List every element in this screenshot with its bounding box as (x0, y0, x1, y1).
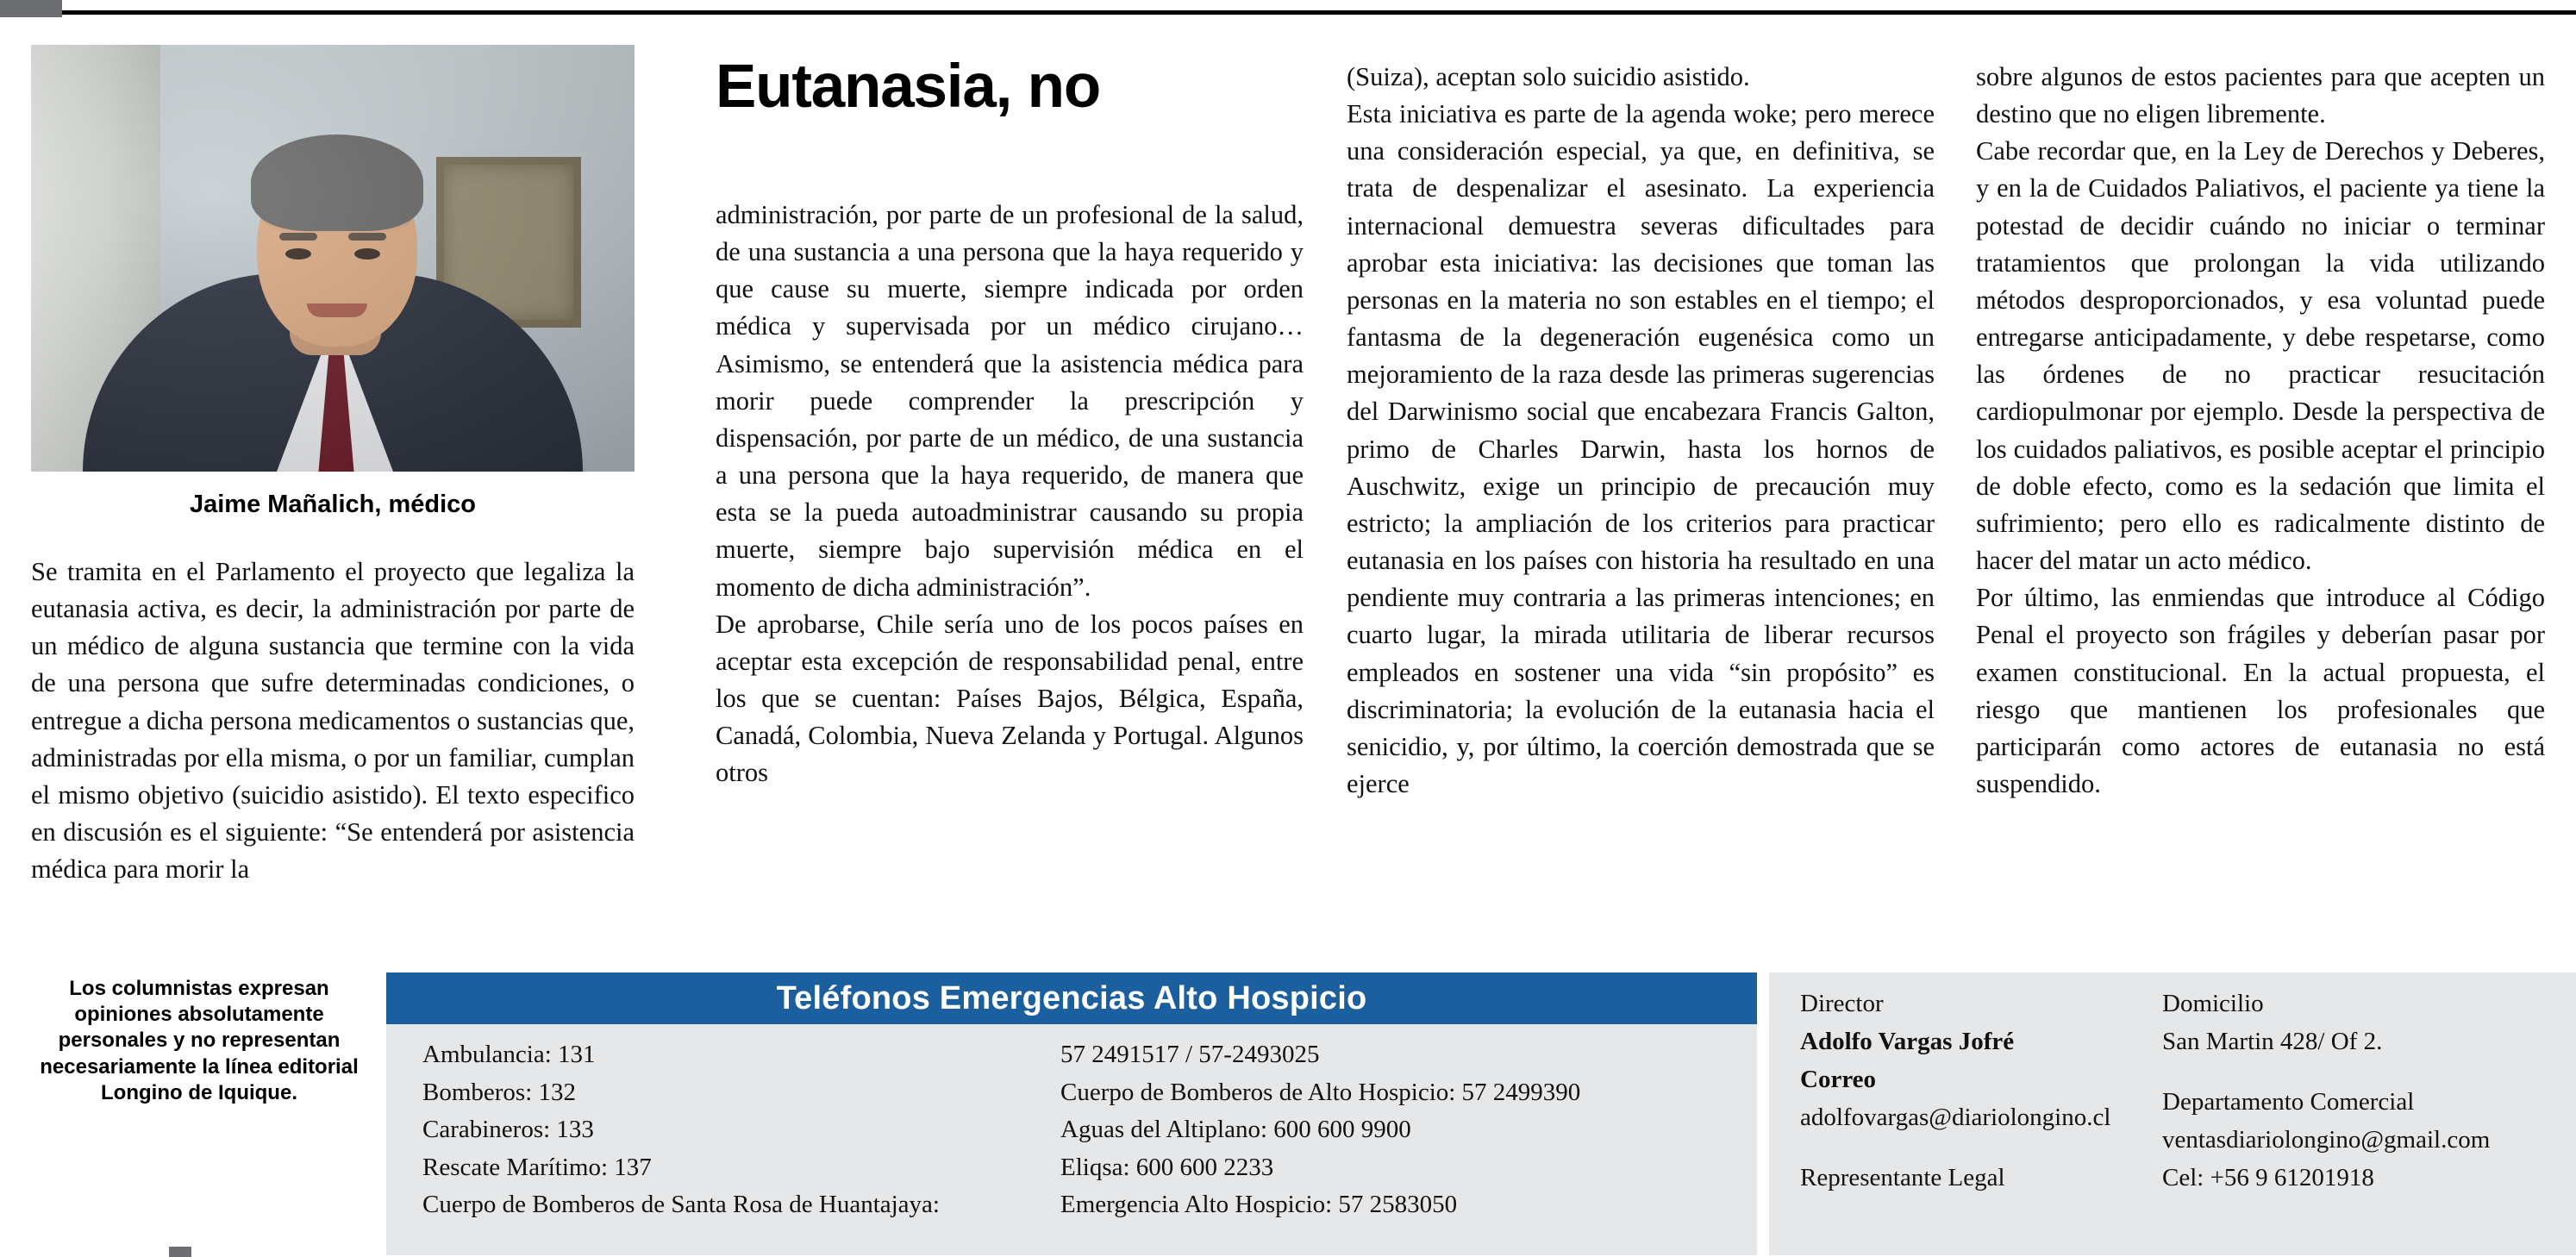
emergency-phones-header (386, 972, 1757, 1024)
phone-item: Bomberos: 132 (422, 1078, 577, 1106)
article-headline: Eutanasia, no (716, 53, 1101, 121)
masthead-divider (1766, 972, 1769, 1255)
domicilio-label: Domicilio (2162, 990, 2264, 1017)
footer-region (0, 967, 2576, 1255)
phone-item: Carabineros: 133 (422, 1116, 594, 1143)
emergency-phones-left-column (386, 1036, 1060, 1224)
director-label: Director (1800, 990, 1884, 1017)
phone-item: 57 2491517 / 57-2493025 (1060, 1041, 1320, 1068)
article-col3-paragraph-1: (Suiza), aceptan solo suicidio asistido. (1347, 62, 1750, 91)
correo-label: Correo (1800, 1066, 1877, 1094)
phone-item: Aguas del Altiplano: 600 600 9900 (1060, 1116, 1411, 1143)
article-column-3 (1347, 59, 1935, 803)
masthead-left-column (1800, 985, 2162, 1197)
correo-value[interactable]: adolfovargas@diariolongino.cl (1800, 1104, 2111, 1132)
departamento-comercial-cel: Cel: +56 9 61201918 (2162, 1164, 2374, 1192)
top-horizontal-rule (62, 10, 2576, 15)
article-column-4 (1976, 59, 2545, 803)
emergency-phones-columns (386, 1024, 1757, 1224)
top-left-block (0, 0, 62, 17)
masthead-spacer (1800, 1136, 2162, 1159)
phone-item: Cuerpo de Bomberos de Santa Rosa de Huantajaya: (422, 1191, 940, 1218)
phone-item: Emergencia Alto Hospicio: 57 2583050 (1060, 1191, 1458, 1218)
article-col2-paragraph-1: administración, por parte de un profesional de la salud, de una sustancia a una persona que la haya requerido y que cause su muerte, siempre indicada por orden médica y supervisada por un médico cirujano… Asimismo, se entenderá que la asistencia médica para morir puede comprender la prescripción y dispensación, por parte de un médico, de una sustancia a una persona que la haya requerido, de manera que esta se la pueda autoadministrar causando su propia muerte, siempre bajo supervisión médica en el momento de dicha administración”. (716, 200, 1304, 602)
article-col3-paragraph-2: Esta iniciativa es parte de la agenda woke; pero merece una consideración especial, ya que, en definitiva, se trata de despenalizar el asesinato. La experiencia internacional demuestra severas dificultades para aprobar esta iniciativa: las decisiones que toman las personas en la materia no son estables en el tiempo; el fantasma de la degeneración eugenésica como un mejoramiento de la raza desde las primeras sugerencias del Darwinismo social que encabezara Francis Galton, primo de Charles Darwin, hasta los hornos de Auschwitz, exige un principio de precaución muy estricto; la ampliación de los criterios para practicar eutanasia en los países con historia ha resultado en una pendiente muy contraria a las primeras intenciones; en cuarto lugar, la mirada utilitaria de liberar recursos empleados en sostener una vida “sin propósito” es discriminatoria; la evolución de la eutanasia hacia el senicidio, y, por último, la coerción demostrada que se ejerce (1347, 99, 1935, 798)
emergency-phones-box (386, 972, 1757, 1255)
phone-item: Rescate Marítimo: 137 (422, 1153, 652, 1181)
emergency-phones-right-column (1060, 1036, 1750, 1224)
article-column-2 (716, 197, 1304, 792)
article-lead-paragraph: Se tramita en el Parlamento el proyecto que legaliza la eutanasia activa, es decir, la administración por parte de un médico de alguna sustancia que termine con la vida de una persona que sufre determinadas condiciones, o entregue a dicha persona medicamentos o sustancias que, administradas por ella misma, o por un familiar, cumplan el mismo objetivo (suicidio asistido). El texto especifico en discusión es el siguiente: “Se entenderá por asistencia médica para morir la (31, 557, 635, 885)
photo-caption: Jaime Mañalich, médico (189, 491, 476, 518)
director-name: Adolfo Vargas Jofré (1800, 1028, 2015, 1056)
article-col4-paragraph-1: sobre algunos de estos pacientes para que acepten un destino que no eligen libremente. (1976, 62, 2545, 129)
photo-column (31, 45, 635, 888)
photo-vignette (31, 45, 635, 472)
emergency-phones-title: Teléfonos Emergencias Alto Hospicio (776, 979, 1367, 1016)
phone-item: Cuerpo de Bomberos de Alto Hospicio: 57 2499390 (1060, 1078, 1581, 1106)
domicilio-value: San Martin 428/ Of 2. (2162, 1028, 2383, 1056)
article-region (0, 26, 2576, 957)
bottom-left-mark (169, 1247, 191, 1257)
phone-item: Eliqsa: 600 600 2233 (1060, 1153, 1274, 1181)
article-col4-paragraph-3: Por último, las enmiendas que introduce al Código Penal el proyecto son frágiles y deberían pasar por examen constitucional. En la actual propuesta, el riesgo que mantienen los profesionales que participarán como actores de eutanasia no está suspendido. (1976, 583, 2545, 798)
masthead-spacer-2 (2162, 1060, 2567, 1083)
representante-legal-label: Representante Legal (1800, 1164, 2005, 1192)
article-col4-paragraph-2: Cabe recordar que, en la Ley de Derechos y Deberes, y en la de Cuidados Paliativos, el paciente ya tiene la potestad de decidir cuándo no iniciar o terminar tratamientos que prolongan la vida utilizando métodos desproporcionados, y esa voluntad puede entregarse anticipadamente, y debe respetarse, como las órdenes de no practicar resucitación cardiopulmonar por ejemplo. Desde la perspectiva de los cuidados paliativos, es posible aceptar el principio de doble efecto, como es la sedación que limita el sufrimiento; pero ello es radicalmente distinto de hacer del matar un acto médico. (1976, 136, 2545, 576)
phone-item: Ambulancia: 131 (422, 1041, 596, 1068)
columnist-disclaimer: Los columnistas expresan opiniones absolutamente personales y no representan necesariamente la línea editorial Longino de Iquique. (40, 977, 359, 1104)
departamento-comercial-mail[interactable]: ventasdiariolongino@gmail.com (2162, 1126, 2491, 1154)
masthead-right-column (2162, 985, 2567, 1197)
departamento-comercial-label: Departamento Comercial (2162, 1088, 2415, 1116)
article-col2-paragraph-2: De aprobarse, Chile sería uno de los pocos países en aceptar esta excepción de responsabilidad penal, entre los que se cuentan: Países Bajos, Bélgica, España, Canadá, Colombia, Nueva Zelanda y Portugal. Algunos otros (716, 609, 1304, 788)
columnist-photo (31, 45, 635, 472)
masthead-box (1766, 972, 2576, 1255)
